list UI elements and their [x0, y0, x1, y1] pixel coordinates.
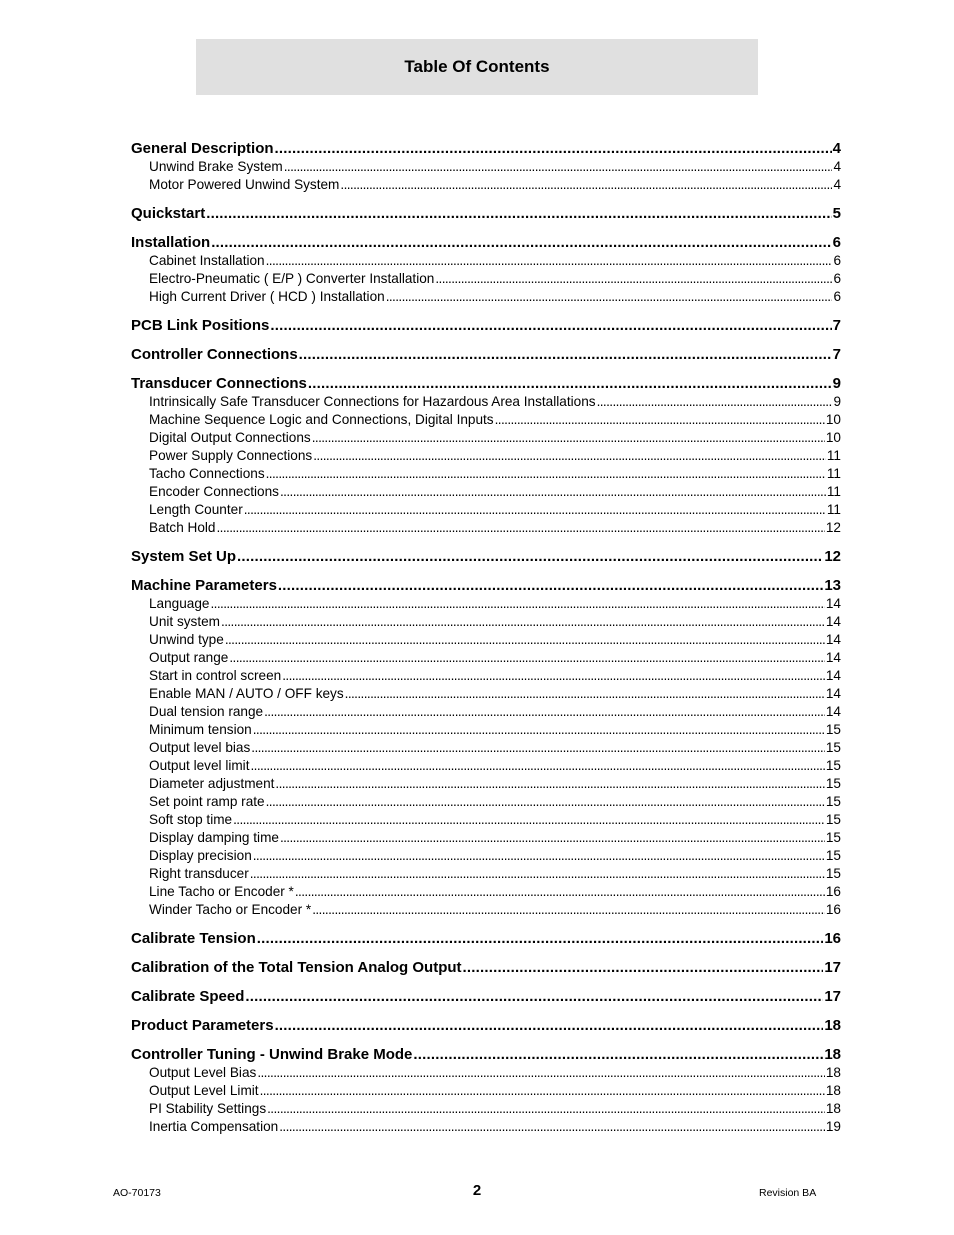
toc-entry-page: 10 — [825, 412, 841, 427]
toc-entry-page: 11 — [826, 484, 841, 499]
toc-entry-label: Calibrate Speed — [131, 988, 245, 1005]
toc-entry-page: 12 — [824, 548, 841, 565]
toc-dot-leader — [225, 631, 825, 649]
toc-entry-page: 6 — [832, 234, 841, 251]
toc-dot-leader — [257, 930, 824, 948]
toc-entry-label: Winder Tacho or Encoder * — [149, 902, 312, 917]
toc-entry-label: Motor Powered Unwind System — [149, 177, 340, 192]
toc-entry-page: 19 — [825, 1119, 841, 1134]
toc-section-entry[interactable] — [131, 988, 841, 1006]
toc-entry-label: Output level limit — [149, 758, 250, 773]
toc-subsection-entry[interactable] — [131, 288, 841, 306]
toc-entry-label: Length Counter — [149, 502, 243, 517]
toc-entry-label: Inertia Compensation — [149, 1119, 279, 1134]
toc-entry-page: 16 — [825, 902, 841, 917]
toc-dot-leader — [435, 270, 832, 288]
toc-entry-page: 4 — [833, 159, 841, 174]
toc-entry-page: 15 — [825, 740, 841, 755]
toc-entry-page: 14 — [825, 596, 841, 611]
toc-dot-leader — [463, 959, 824, 977]
toc-dot-leader — [253, 847, 825, 865]
toc-entry-page: 18 — [825, 1065, 841, 1080]
toc-entry-page: 15 — [825, 812, 841, 827]
toc-dot-leader — [278, 577, 823, 595]
toc-section-entry[interactable] — [131, 1046, 841, 1064]
toc-dot-leader — [280, 483, 826, 501]
toc-dot-leader — [312, 429, 825, 447]
toc-entry-label: General Description — [131, 140, 274, 157]
toc-entry-label: Machine Parameters — [131, 577, 277, 594]
toc-section-entry[interactable] — [131, 346, 841, 364]
toc-dot-leader — [295, 883, 825, 901]
toc-entry-label: Display damping time — [149, 830, 279, 845]
toc-entry-page: 7 — [832, 346, 841, 363]
toc-dot-leader — [284, 158, 833, 176]
toc-dot-leader — [264, 703, 825, 721]
toc-dot-leader — [211, 234, 831, 252]
toc-entry-label: Installation — [131, 234, 211, 251]
toc-entry-page: 5 — [832, 205, 841, 222]
toc-subsection-entry[interactable] — [131, 429, 841, 447]
toc-dot-leader — [279, 1118, 825, 1136]
toc-dot-leader — [386, 288, 833, 306]
toc-subsection-entry[interactable] — [131, 901, 841, 919]
toc-subsection-entry[interactable] — [131, 270, 841, 288]
toc-dot-leader — [275, 775, 824, 793]
toc-entry-label: Power Supply Connections — [149, 448, 313, 463]
toc-entry-label: Intrinsically Safe Transducer Connections for Hazardous Area Installations — [149, 394, 596, 409]
toc-entry-page: 17 — [824, 988, 841, 1005]
toc-subsection-entry[interactable] — [131, 411, 841, 429]
toc-entry-label: Dual tension range — [149, 704, 264, 719]
toc-dot-leader — [250, 757, 824, 775]
document-id: AO-70173 — [113, 1187, 161, 1199]
toc-dot-leader — [299, 346, 832, 364]
toc-dot-leader — [251, 739, 825, 757]
toc-entry-label: Quickstart — [131, 205, 206, 222]
toc-dot-leader — [266, 793, 825, 811]
toc-entry-page: 15 — [825, 866, 841, 881]
toc-subsection-entry[interactable] — [131, 1064, 841, 1082]
toc-entry-label: Set point ramp rate — [149, 794, 265, 809]
toc-subsection-entry[interactable] — [131, 703, 841, 721]
toc-entry-page: 15 — [825, 776, 841, 791]
toc-dot-leader — [270, 317, 831, 335]
toc-entry-page: 16 — [825, 884, 841, 899]
toc-entry-page: 6 — [833, 271, 841, 286]
toc-subsection-entry[interactable] — [131, 811, 841, 829]
toc-entry-page: 14 — [825, 632, 841, 647]
toc-entry-page: 15 — [825, 758, 841, 773]
toc-entry-page: 15 — [825, 794, 841, 809]
toc-entry-page: 7 — [832, 317, 841, 334]
toc-entry-label: Enable MAN / AUTO / OFF keys — [149, 686, 344, 701]
toc-dot-leader — [340, 176, 832, 194]
toc-entry-page: 17 — [824, 959, 841, 976]
toc-entry-label: Soft stop time — [149, 812, 233, 827]
toc-subsection-entry[interactable] — [131, 393, 841, 411]
toc-dot-leader — [210, 595, 824, 613]
toc-entry-page: 11 — [826, 466, 841, 481]
toc-dot-leader — [253, 721, 825, 739]
toc-subsection-entry[interactable] — [131, 519, 841, 537]
toc-dot-leader — [413, 1046, 823, 1064]
page-title: Table Of Contents — [404, 57, 550, 76]
toc-dot-leader — [275, 140, 832, 158]
toc-entry-page: 18 — [825, 1083, 841, 1098]
toc-entry-label: Start in control screen — [149, 668, 282, 683]
toc-entry-label: Output Level Bias — [149, 1065, 257, 1080]
toc-entry-page: 18 — [824, 1017, 841, 1034]
toc-dot-leader — [345, 685, 825, 703]
toc-entry-page: 9 — [832, 375, 841, 392]
toc-subsection-entry[interactable] — [131, 613, 841, 631]
toc-dot-leader — [229, 649, 825, 667]
toc-section-entry[interactable] — [131, 234, 841, 252]
toc-entry-label: Digital Output Connections — [149, 430, 311, 445]
toc-subsection-entry[interactable] — [131, 631, 841, 649]
toc-entry-label: Line Tacho or Encoder * — [149, 884, 294, 899]
toc-dot-leader — [597, 393, 833, 411]
toc-entry-label: Output range — [149, 650, 229, 665]
toc-entry-label: System Set Up — [131, 548, 237, 565]
toc-entry-page: 14 — [825, 668, 841, 683]
toc-entry-label: Language — [149, 596, 210, 611]
toc-subsection-entry[interactable] — [131, 649, 841, 667]
toc-dot-leader — [280, 829, 825, 847]
toc-entry-page: 14 — [825, 686, 841, 701]
toc-dot-leader — [266, 465, 826, 483]
toc-dot-leader — [266, 252, 833, 270]
toc-entry-page: 15 — [825, 848, 841, 863]
toc-subsection-entry[interactable] — [131, 721, 841, 739]
toc-entry-label: High Current Driver ( HCD ) Installation — [149, 289, 385, 304]
toc-dot-leader — [257, 1064, 825, 1082]
toc-entry-label: Electro-Pneumatic ( E/P ) Converter Installation — [149, 271, 435, 286]
toc-entry-label: Controller Connections — [131, 346, 298, 363]
toc-subsection-entry[interactable] — [131, 447, 841, 465]
toc-subsection-entry[interactable] — [131, 158, 841, 176]
toc-subsection-entry[interactable] — [131, 775, 841, 793]
toc-section-entry[interactable] — [131, 205, 841, 223]
toc-entry-page: 15 — [825, 722, 841, 737]
toc-entry-label: Unwind Brake System — [149, 159, 283, 174]
toc-entry-page: 9 — [833, 394, 841, 409]
toc-dot-leader — [237, 548, 823, 566]
toc-subsection-entry[interactable] — [131, 829, 841, 847]
toc-dot-leader — [250, 865, 825, 883]
toc-entry-page: 11 — [826, 448, 841, 463]
toc-entry-label: PCB Link Positions — [131, 317, 270, 334]
toc-dot-leader — [245, 988, 823, 1006]
toc-entry-label: Transducer Connections — [131, 375, 307, 392]
toc-entry-label: Minimum tension — [149, 722, 252, 737]
toc-subsection-entry[interactable] — [131, 793, 841, 811]
toc-entry-label: Machine Sequence Logic and Connections, Digital Inputs — [149, 412, 494, 427]
toc-subsection-entry[interactable] — [131, 501, 841, 519]
toc-entry-page: 16 — [824, 930, 841, 947]
toc-subsection-entry[interactable] — [131, 883, 841, 901]
toc-entry-page: 10 — [825, 430, 841, 445]
toc-entry-label: Product Parameters — [131, 1017, 274, 1034]
toc-dot-leader — [282, 667, 825, 685]
toc-section-entry[interactable] — [131, 548, 841, 566]
page-number: 2 — [472, 1182, 482, 1199]
toc-subsection-entry[interactable] — [131, 739, 841, 757]
toc-section-entry[interactable] — [131, 959, 841, 977]
toc-dot-leader — [206, 205, 831, 223]
toc-entry-page: 11 — [826, 502, 841, 517]
toc-dot-leader — [244, 501, 826, 519]
toc-section-entry[interactable] — [131, 317, 841, 335]
toc-entry-label: Calibrate Tension — [131, 930, 256, 947]
toc-entry-page: 14 — [825, 614, 841, 629]
table-of-contents — [131, 140, 841, 1136]
toc-entry-label: Output level bias — [149, 740, 251, 755]
toc-subsection-entry[interactable] — [131, 865, 841, 883]
toc-entry-label: Output Level Limit — [149, 1083, 259, 1098]
toc-subsection-entry[interactable] — [131, 176, 841, 194]
toc-section-entry[interactable] — [131, 577, 841, 595]
toc-subsection-entry[interactable] — [131, 847, 841, 865]
toc-subsection-entry[interactable] — [131, 465, 841, 483]
toc-subsection-entry[interactable] — [131, 1100, 841, 1118]
toc-dot-leader — [312, 901, 825, 919]
toc-subsection-entry[interactable] — [131, 1118, 841, 1136]
toc-section-entry[interactable] — [131, 1017, 841, 1035]
toc-entry-label: Unit system — [149, 614, 221, 629]
toc-entry-page: 18 — [825, 1101, 841, 1116]
toc-entry-page: 13 — [824, 577, 841, 594]
toc-entry-label: Calibration of the Total Tension Analog Output — [131, 959, 462, 976]
toc-dot-leader — [260, 1082, 825, 1100]
toc-entry-page: 15 — [825, 830, 841, 845]
toc-entry-label: Right transducer — [149, 866, 249, 881]
toc-entry-page: 6 — [833, 289, 841, 304]
toc-title-box — [196, 39, 758, 95]
revision-label: Revision BA — [759, 1187, 817, 1199]
toc-dot-leader — [313, 447, 826, 465]
toc-entry-label: Tacho Connections — [149, 466, 265, 481]
toc-entry-page: 4 — [833, 177, 841, 192]
toc-entry-page: 14 — [825, 704, 841, 719]
toc-subsection-entry[interactable] — [131, 685, 841, 703]
toc-entry-label: PI Stability Settings — [149, 1101, 267, 1116]
toc-entry-page: 18 — [824, 1046, 841, 1063]
toc-dot-leader — [221, 613, 825, 631]
toc-dot-leader — [495, 411, 825, 429]
toc-entry-label: Batch Hold — [149, 520, 216, 535]
toc-section-entry[interactable] — [131, 375, 841, 393]
toc-dot-leader — [233, 811, 825, 829]
toc-section-entry[interactable] — [131, 140, 841, 158]
toc-subsection-entry[interactable] — [131, 1082, 841, 1100]
toc-entry-page: 4 — [832, 140, 841, 157]
toc-section-entry[interactable] — [131, 930, 841, 948]
toc-entry-label: Cabinet Installation — [149, 253, 265, 268]
toc-entry-label: Encoder Connections — [149, 484, 279, 499]
toc-entry-page: 12 — [825, 520, 841, 535]
toc-entry-label: Unwind type — [149, 632, 224, 647]
toc-entry-page: 6 — [833, 253, 841, 268]
toc-dot-leader — [217, 519, 825, 537]
toc-subsection-entry[interactable] — [131, 252, 841, 270]
toc-dot-leader — [308, 375, 832, 393]
toc-subsection-entry[interactable] — [131, 757, 841, 775]
toc-entry-label: Diameter adjustment — [149, 776, 275, 791]
toc-dot-leader — [267, 1100, 825, 1118]
toc-dot-leader — [275, 1017, 824, 1035]
toc-entry-label: Controller Tuning - Unwind Brake Mode — [131, 1046, 413, 1063]
toc-entry-page: 14 — [825, 650, 841, 665]
toc-subsection-entry[interactable] — [131, 595, 841, 613]
toc-subsection-entry[interactable] — [131, 667, 841, 685]
toc-subsection-entry[interactable] — [131, 483, 841, 501]
toc-entry-label: Display precision — [149, 848, 252, 863]
